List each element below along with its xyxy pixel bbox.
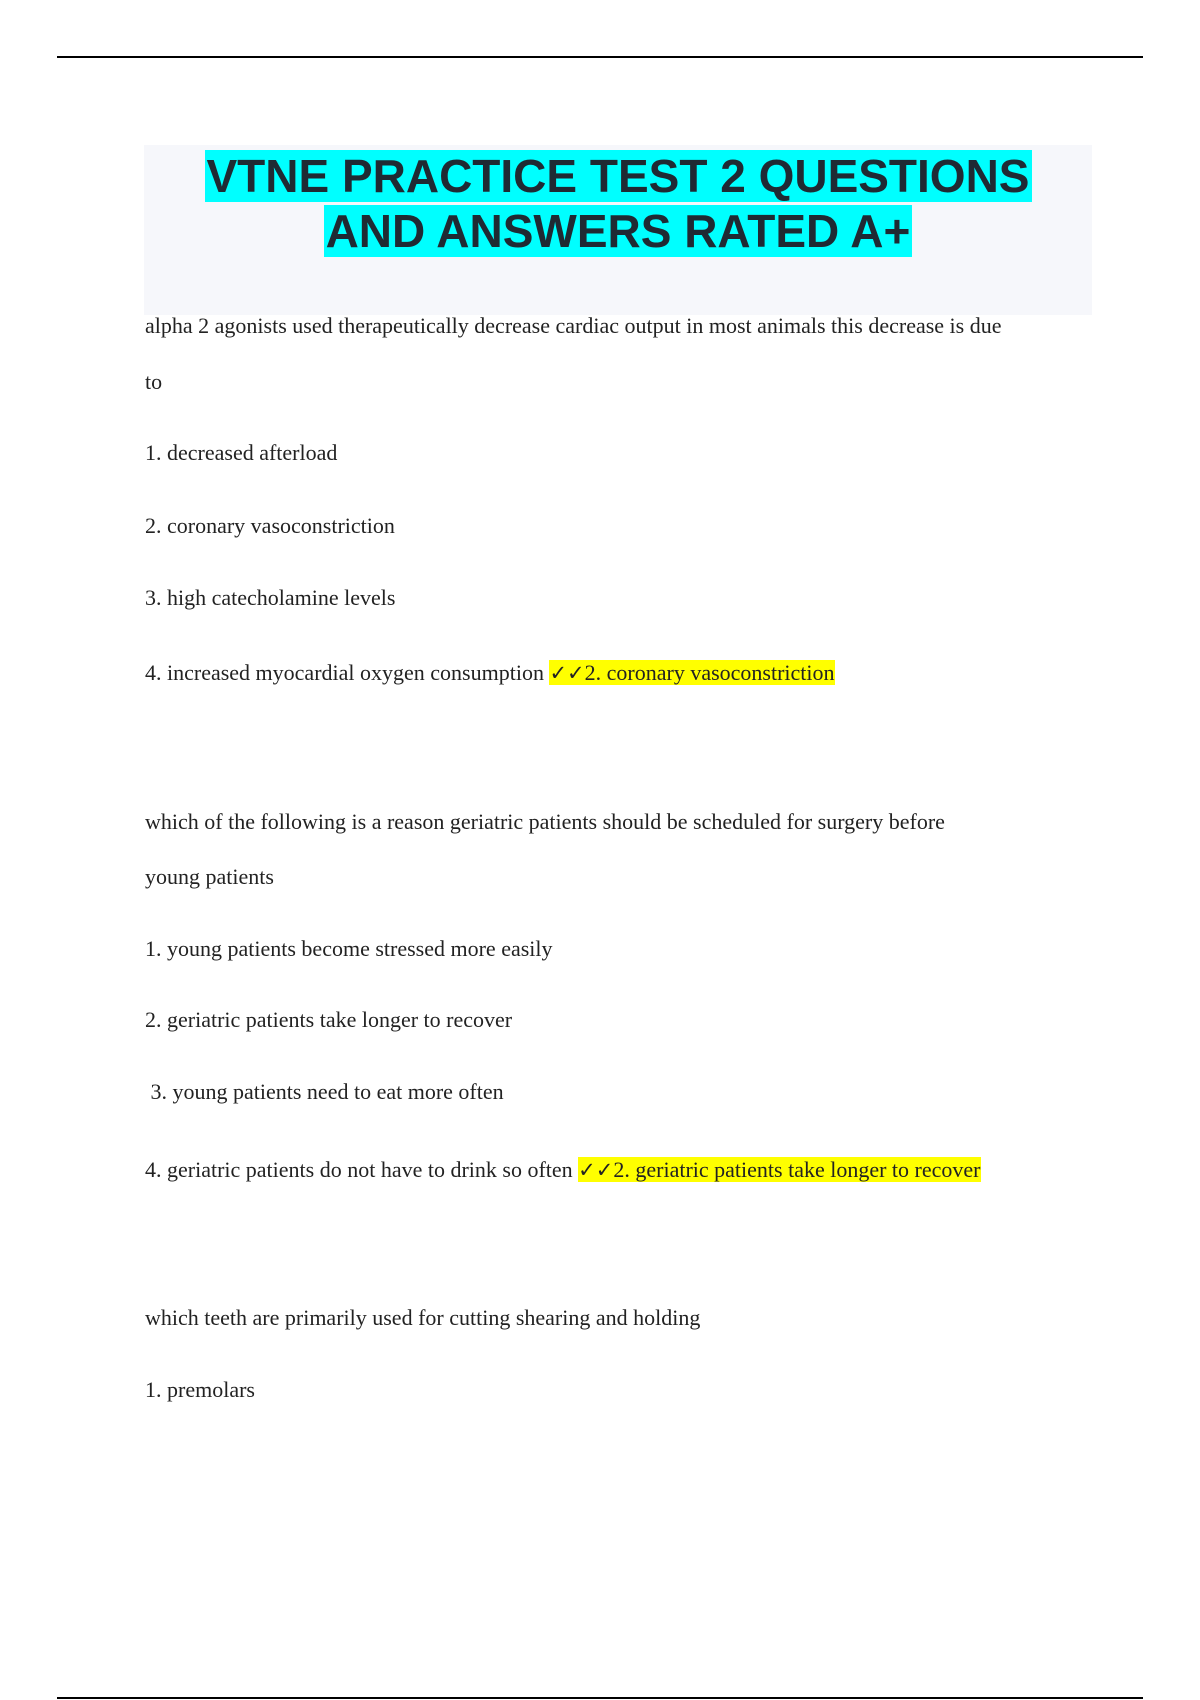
- question-3-stem-line-1: which teeth are primarily used for cutting shearing and holding: [145, 1305, 701, 1330]
- question-2-option-3: 3. young patients need to eat more often: [145, 1079, 504, 1104]
- question-1-option-1: 1. decreased afterload: [145, 440, 338, 465]
- checkmark-icon: ✓✓: [578, 1158, 614, 1182]
- question-1-stem-line-2: to: [145, 369, 163, 394]
- question-2-answer: [578, 1157, 980, 1182]
- question-3-option-1: 1. premolars: [145, 1377, 255, 1402]
- question-1-answer-text: 2. coronary vasoconstriction: [584, 660, 835, 685]
- question-1-answer: [549, 660, 834, 685]
- document-title: [144, 145, 1092, 259]
- top-rule: [57, 56, 1143, 58]
- question-1-option-3: 3. high catecholamine levels: [145, 585, 396, 610]
- bottom-rule: [57, 1697, 1143, 1699]
- question-2-option-4: 4. geriatric patients do not have to drink so often: [145, 1157, 573, 1182]
- question-2-option-1: 1. young patients become stressed more easily: [145, 936, 553, 961]
- question-2-stem-line-2: young patients: [145, 864, 274, 889]
- question-2-option-2: 2. geriatric patients take longer to recover: [145, 1007, 513, 1032]
- question-1-option-4: 4. increased myocardial oxygen consumption: [145, 660, 544, 685]
- question-1-option-4-row: [145, 657, 835, 689]
- question-2-stem-line-1: which of the following is a reason geriatric patients should be scheduled for surgery before: [145, 809, 945, 834]
- title-line-2: AND ANSWERS RATED A+: [325, 205, 911, 257]
- question-1-option-2: 2. coronary vasoconstriction: [145, 513, 395, 538]
- question-2-answer-text: 2. geriatric patients take longer to recover: [613, 1157, 981, 1182]
- title-banner: [144, 145, 1092, 315]
- question-2-option-4-row: [145, 1154, 981, 1186]
- checkmark-icon: ✓✓: [549, 661, 585, 685]
- title-line-1: VTNE PRACTICE TEST 2 QUESTIONS: [206, 150, 1030, 202]
- question-1-stem-line-1: alpha 2 agonists used therapeutically decrease cardiac output in most animals this decrease is due: [145, 313, 1002, 338]
